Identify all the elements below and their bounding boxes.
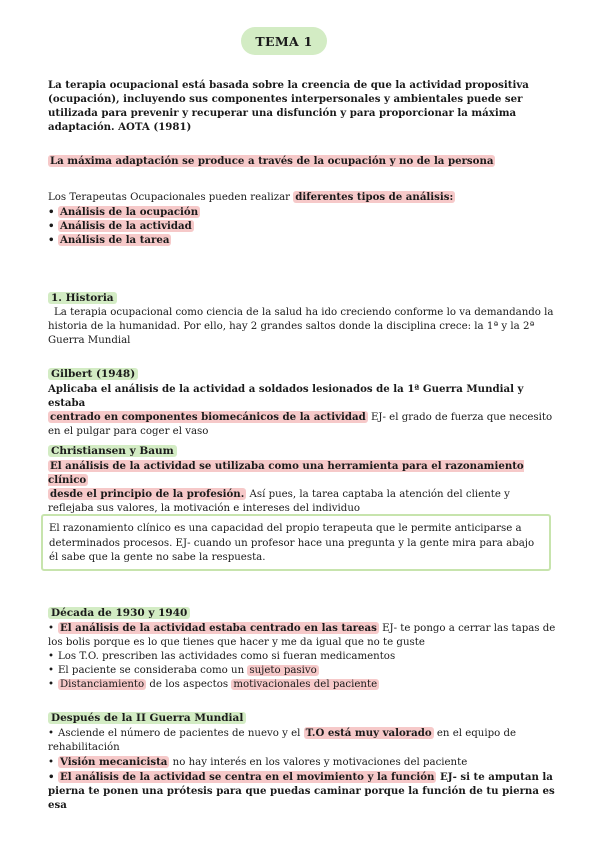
historia-text: La terapia ocupacional como ciencia de la salud ha ido creciendo conforme lo va demandando la historia de la humanidad. Por ello, hay 2 grandes saltos donde la disciplina crece: la 1ª y la 2ª Guerra Mundial bbox=[48, 307, 554, 346]
analysis-lead bbox=[48, 190, 556, 205]
decada-list bbox=[48, 621, 556, 692]
gilbert-example: EJ- el grado de fuerza que necesito bbox=[367, 412, 553, 423]
max-adaptation-line bbox=[48, 154, 556, 168]
despues-heading-text: Después de la II Guerra Mundial bbox=[48, 712, 246, 724]
despues-item-1-highlight: T.O está muy valorado bbox=[305, 727, 432, 739]
historia-section bbox=[48, 291, 556, 348]
christiansen-heading bbox=[48, 444, 556, 459]
list-item: • El paciente se consideraba como un sujeto pasivo bbox=[48, 665, 317, 676]
despues-list bbox=[48, 726, 556, 812]
gilbert-heading bbox=[48, 367, 556, 382]
decada-item-1-highlight: El análisis de la actividad estaba centrado en las tareas bbox=[60, 622, 377, 634]
list-item: • Análisis de la actividad bbox=[48, 220, 192, 232]
gilbert-line-1: Aplicaba el análisis de la actividad a soldados lesionados de la 1ª Guerra Mundial y estaba bbox=[48, 383, 524, 409]
christiansen-highlight-2: desde el principio de la profesión. bbox=[50, 488, 245, 500]
decada-heading bbox=[48, 606, 556, 621]
clinical-reasoning-box bbox=[41, 514, 551, 571]
max-adaptation-highlight: La máxima adaptación se produce a través de la ocupación y no de la persona bbox=[50, 155, 494, 167]
gilbert-highlight: centrado en componentes biomecánicos de la actividad bbox=[50, 411, 366, 423]
despues-item-3-highlight: El análisis de la actividad se centra en el movimiento y la función bbox=[60, 771, 435, 783]
despues-item-1-rest: en el equipo de rehabilitación bbox=[48, 728, 517, 753]
gilbert-heading-pill bbox=[48, 368, 138, 380]
christiansen-line-3: reflejaba sus valores, la motivación e intereses del individuo bbox=[48, 503, 361, 514]
analysis-lead-text: Los Terapeutas Ocupacionales pueden realizar bbox=[48, 192, 294, 203]
list-item: • El análisis de la actividad se centra en el movimiento y la función EJ- si te amputan la pierna te ponen una prótesis para que puedas caminar porque la función de tu pierna es esa bbox=[48, 771, 555, 811]
analysis-section bbox=[48, 190, 556, 247]
page-title bbox=[241, 27, 327, 55]
analysis-item: Análisis de la ocupación bbox=[60, 206, 199, 218]
despues-section bbox=[48, 711, 556, 812]
list-item: • Análisis de la ocupación bbox=[48, 206, 199, 218]
list-item: • Visión mecanicista no hay interés en los valores y motivaciones del paciente bbox=[48, 756, 468, 768]
decada-item-2: Los T.O. prescriben las actividades como si fueran medicamentos bbox=[58, 651, 396, 662]
list-item: • El análisis de la actividad estaba centrado en las tareas EJ- te pongo a cerrar las tapas de los bolis porque es lo que tienes que hacer y me da igual que no te guste bbox=[48, 622, 556, 648]
analysis-item: Análisis de la actividad bbox=[60, 220, 192, 232]
gilbert-line-2 bbox=[48, 410, 556, 425]
intro-paragraph: La terapia ocupacional está basada sobre la creencia de que la actividad propositiva (ocupación), incluyendo sus componentes interpersonales y ambientales puede ser utilizada para prevenir y recuperar una disfunción y para proporcionar la máxima adaptación. AOTA (1981) bbox=[48, 79, 529, 133]
decada-item-3-text: El paciente se consideraba como un bbox=[58, 665, 248, 676]
analysis-lead-highlight: diferentes tipos de análisis: bbox=[295, 191, 454, 203]
decada-item-1-rest: EJ- te pongo a cerrar las tapas de los bolis porque es lo que tienes que hacer y me da igual que no te guste bbox=[48, 623, 556, 648]
analysis-list bbox=[48, 205, 556, 247]
gilbert-line-3: en el pulgar para coger el vaso bbox=[48, 426, 209, 437]
decada-section bbox=[48, 606, 556, 692]
decada-item-4-text: de los aspectos bbox=[146, 679, 232, 690]
despues-item-3-rest: EJ- si te amputan la pierna te ponen una prótesis para que puedas caminar porque la función de tu pierna es esa bbox=[48, 771, 555, 811]
page-title-text: TEMA 1 bbox=[255, 33, 313, 49]
gilbert-section bbox=[48, 367, 556, 439]
historia-heading bbox=[48, 291, 556, 306]
despues-heading bbox=[48, 711, 556, 726]
historia-heading-text: 1. Historia bbox=[48, 292, 117, 304]
christiansen-line-1 bbox=[48, 459, 556, 487]
christiansen-section bbox=[48, 444, 556, 516]
clinical-reasoning-text: El razonamiento clínico es una capacidad del propio terapeuta que le permite anticiparse a determinados procesos. EJ- cuando un profesor hace una pregunta y la gente mira para abajo él sabe que la gente no sabe la respuesta. bbox=[49, 523, 535, 563]
decada-heading-text: Década de 1930 y 1940 bbox=[48, 607, 190, 619]
despues-item-2-rest: no hay interés en los valores y motivaciones del paciente bbox=[169, 757, 468, 768]
analysis-item: Análisis de la tarea bbox=[60, 234, 170, 246]
decada-item-4-highlight-2: motivacionales del paciente bbox=[233, 679, 378, 690]
despues-item-1-text: Asciende el número de pacientes de nuevo y el bbox=[58, 728, 304, 739]
list-item: • Asciende el número de pacientes de nuevo y el T.O está muy valorado en el equipo de rehabilitación bbox=[48, 727, 517, 753]
despues-item-2-highlight: Visión mecanicista bbox=[60, 756, 168, 768]
christiansen-highlight-1: El análisis de la actividad se utilizaba como una herramienta para el razonamiento clínico bbox=[48, 460, 524, 486]
list-item: • Los T.O. prescriben las actividades como si fueran medicamentos bbox=[48, 651, 396, 662]
gilbert-year: (1948) bbox=[92, 368, 136, 380]
christiansen-line-2 bbox=[48, 487, 556, 502]
gilbert-name: Gilbert bbox=[51, 368, 93, 380]
list-item: • Distanciamiento de los aspectos motivacionales del paciente bbox=[48, 679, 378, 690]
decada-item-3-highlight: sujeto pasivo bbox=[249, 665, 317, 676]
christiansen-rest: Así pues, la tarea captaba la atención del cliente y bbox=[246, 489, 510, 500]
decada-item-4-highlight-1: Distanciamiento bbox=[60, 679, 145, 690]
christiansen-heading-text: Christiansen y Baum bbox=[48, 445, 177, 457]
list-item: • Análisis de la tarea bbox=[48, 234, 170, 246]
